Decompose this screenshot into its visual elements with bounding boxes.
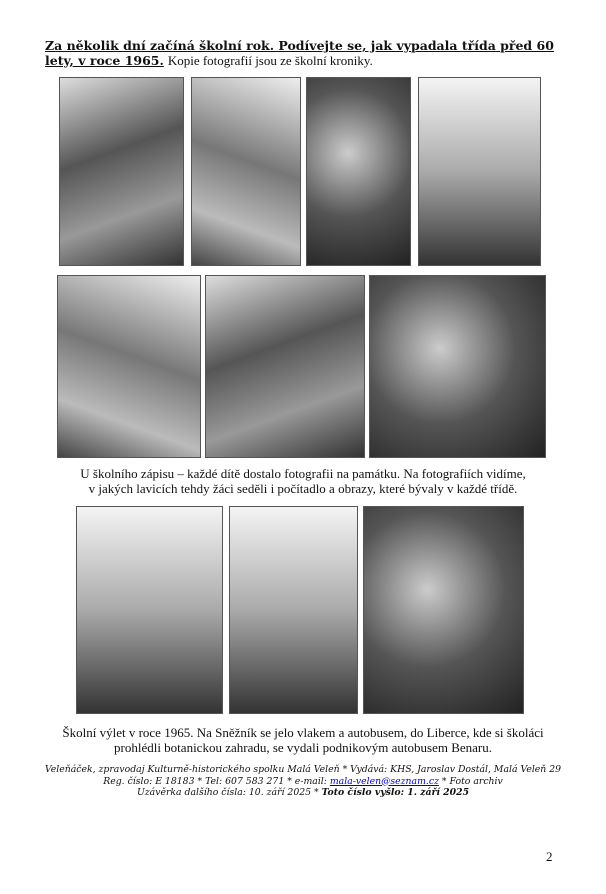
colophon <box>40 764 566 799</box>
photo-child-abacus <box>191 77 301 266</box>
caption-enrollment <box>40 466 566 496</box>
photo-botanical-garden <box>363 506 524 714</box>
issue-date: Toto číslo vyšlo: 1. září 2025 <box>321 787 470 798</box>
colophon-line: Veleňáček, zpravodaj Kulturně-historického spolku Malá Veleň * Vydává: KHS, Jaroslav Dostál, Malá Veleň 29 <box>44 764 562 775</box>
caption-trip <box>40 725 566 755</box>
photo-girl-hat <box>205 275 365 458</box>
photo-classroom-desks <box>57 275 201 458</box>
caption-line: U školního zápisu – každé dítě dostalo fotografii na památku. Na fotografiích vidíme, <box>80 466 526 481</box>
colophon-line <box>40 776 566 788</box>
caption-line: Školní výlet v roce 1965. Na Sněžník se jelo vlakem a autobusem, do Liberce, kde si školáci <box>62 725 544 740</box>
email-link[interactable]: mala-velen@seznam.cz <box>329 775 439 787</box>
page-number: 2 <box>546 849 553 864</box>
colophon-text: Uzávěrka dalšího čísla: 10. září 2025 * <box>136 787 322 798</box>
colophon-text: Reg. číslo: E 18183 * Tel: 607 583 271 * e-mail: <box>103 775 330 787</box>
photo-snieznik-tower <box>229 506 358 714</box>
headline: Za několik dní začíná školní rok. Podívejte se, jak vypadala třída před 60 lety, v roce 1965. <box>45 38 554 68</box>
photo-girl-coat <box>418 77 541 266</box>
article-intro <box>45 38 565 68</box>
intro-text: Kopie fotografií jsou ze školní kroniky. <box>167 53 373 68</box>
caption-line: v jakých lavicích tehdy žáci seděli i počítadlo a obrazy, které bývaly v každé třídě. <box>88 481 518 496</box>
caption-line: prohlédli botanickou zahradu, se vydali podnikovým autobusem Benaru. <box>114 740 492 755</box>
colophon-text: * Foto archiv <box>438 775 503 787</box>
photo-girl-desk <box>369 275 546 458</box>
photo-boy-classroom <box>306 77 411 266</box>
colophon-line <box>40 787 566 799</box>
photo-group-station <box>76 506 223 714</box>
photo-girl-abacus <box>59 77 184 266</box>
